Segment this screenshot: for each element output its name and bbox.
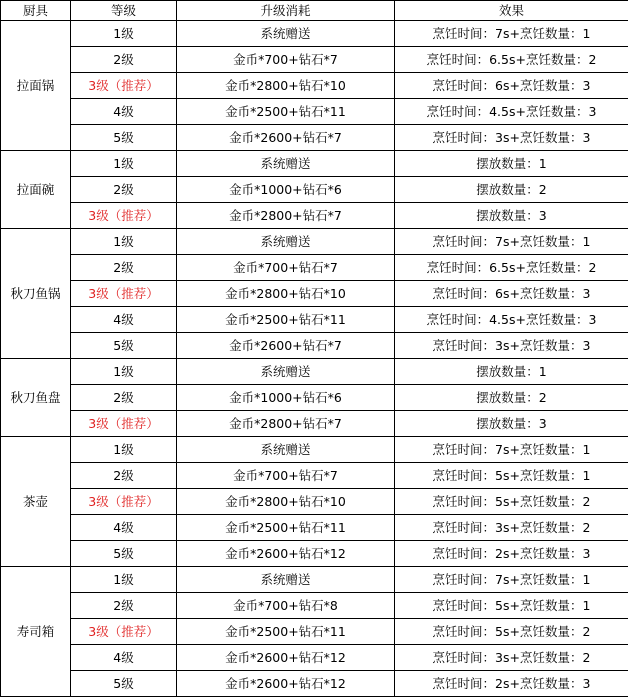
level-cell: 5级 — [71, 541, 177, 567]
cost-cell: 金币*2600+钻石*7 — [177, 125, 395, 151]
level-cell: 2级 — [71, 385, 177, 411]
level-cell: 2级 — [71, 593, 177, 619]
table-row — [1, 151, 628, 177]
effect-cell: 烹饪时间：5s+烹饪数量：2 — [395, 489, 628, 515]
table-row — [1, 125, 628, 151]
level-cell: 4级 — [71, 515, 177, 541]
table-row — [1, 411, 628, 437]
level-cell: 2级 — [71, 177, 177, 203]
table-row — [1, 333, 628, 359]
table-row — [1, 645, 628, 671]
table-row — [1, 229, 628, 255]
table-row — [1, 619, 628, 645]
level-cell: 5级 — [71, 333, 177, 359]
cost-cell: 系统赠送 — [177, 229, 395, 255]
cost-cell: 金币*700+钻石*7 — [177, 463, 395, 489]
effect-cell: 摆放数量：2 — [395, 385, 628, 411]
level-cell: 5级 — [71, 125, 177, 151]
table-row — [1, 593, 628, 619]
effect-cell: 烹饪时间：2s+烹饪数量：3 — [395, 541, 628, 567]
effect-cell: 烹饪时间：5s+烹饪数量：1 — [395, 593, 628, 619]
level-cell-recommended: 3级（推荐） — [71, 73, 177, 99]
cost-cell: 系统赠送 — [177, 437, 395, 463]
effect-cell: 烹饪时间：2s+烹饪数量：3 — [395, 671, 628, 697]
header-utensil: 厨具 — [1, 1, 71, 21]
utensil-name: 拉面碗 — [1, 151, 71, 229]
cost-cell: 金币*2600+钻石*12 — [177, 541, 395, 567]
cost-cell: 金币*700+钻石*7 — [177, 255, 395, 281]
level-cell: 1级 — [71, 21, 177, 47]
level-cell: 4级 — [71, 645, 177, 671]
utensil-name: 茶壶 — [1, 437, 71, 567]
header-level: 等级 — [71, 1, 177, 21]
table-row — [1, 463, 628, 489]
utensil-name: 寿司箱 — [1, 567, 71, 697]
effect-cell: 烹饪时间：3s+烹饪数量：2 — [395, 645, 628, 671]
level-cell: 2级 — [71, 47, 177, 73]
effect-cell: 烹饪时间：7s+烹饪数量：1 — [395, 21, 628, 47]
level-cell: 1级 — [71, 437, 177, 463]
utensil-name: 秋刀鱼盘 — [1, 359, 71, 437]
cost-cell: 金币*1000+钻石*6 — [177, 385, 395, 411]
cost-cell: 系统赠送 — [177, 21, 395, 47]
cost-cell: 系统赠送 — [177, 567, 395, 593]
header-effect: 效果 — [395, 1, 628, 21]
cost-cell: 金币*2800+钻石*10 — [177, 73, 395, 99]
effect-cell: 摆放数量：3 — [395, 411, 628, 437]
effect-cell: 烹饪时间：7s+烹饪数量：1 — [395, 229, 628, 255]
level-cell: 4级 — [71, 307, 177, 333]
table-header — [1, 1, 628, 21]
effect-cell: 烹饪时间：5s+烹饪数量：2 — [395, 619, 628, 645]
effect-cell: 摆放数量：1 — [395, 151, 628, 177]
cost-cell: 系统赠送 — [177, 359, 395, 385]
utensil-name: 秋刀鱼锅 — [1, 229, 71, 359]
cost-cell: 系统赠送 — [177, 151, 395, 177]
effect-cell: 烹饪时间：6.5s+烹饪数量：2 — [395, 255, 628, 281]
cost-cell: 金币*2600+钻石*12 — [177, 671, 395, 697]
table-row — [1, 203, 628, 229]
cost-cell: 金币*700+钻石*7 — [177, 47, 395, 73]
effect-cell: 烹饪时间：4.5s+烹饪数量：3 — [395, 99, 628, 125]
table-row — [1, 489, 628, 515]
effect-cell: 摆放数量：3 — [395, 203, 628, 229]
table-body — [1, 21, 628, 697]
cost-cell: 金币*2500+钻石*11 — [177, 619, 395, 645]
level-cell: 1级 — [71, 151, 177, 177]
level-cell: 2级 — [71, 255, 177, 281]
table-row — [1, 437, 628, 463]
cost-cell: 金币*2600+钻石*7 — [177, 333, 395, 359]
table-row — [1, 73, 628, 99]
cost-cell: 金币*2600+钻石*12 — [177, 645, 395, 671]
effect-cell: 烹饪时间：6.5s+烹饪数量：2 — [395, 47, 628, 73]
level-cell-recommended: 3级（推荐） — [71, 489, 177, 515]
level-cell-recommended: 3级（推荐） — [71, 411, 177, 437]
level-cell: 5级 — [71, 671, 177, 697]
table-row — [1, 567, 628, 593]
level-cell-recommended: 3级（推荐） — [71, 281, 177, 307]
level-cell: 1级 — [71, 359, 177, 385]
table-row — [1, 671, 628, 697]
effect-cell: 烹饪时间：3s+烹饪数量：3 — [395, 125, 628, 151]
table-row — [1, 177, 628, 203]
effect-cell: 烹饪时间：6s+烹饪数量：3 — [395, 281, 628, 307]
cost-cell: 金币*1000+钻石*6 — [177, 177, 395, 203]
effect-cell: 摆放数量：2 — [395, 177, 628, 203]
table-row — [1, 255, 628, 281]
table-row — [1, 281, 628, 307]
table-row — [1, 47, 628, 73]
table-row — [1, 359, 628, 385]
effect-cell: 烹饪时间：5s+烹饪数量：1 — [395, 463, 628, 489]
cost-cell: 金币*2800+钻石*10 — [177, 489, 395, 515]
cost-cell: 金币*2800+钻石*10 — [177, 281, 395, 307]
level-cell: 1级 — [71, 229, 177, 255]
cost-cell: 金币*2500+钻石*11 — [177, 99, 395, 125]
level-cell: 1级 — [71, 567, 177, 593]
cost-cell: 金币*2500+钻石*11 — [177, 307, 395, 333]
table-row — [1, 21, 628, 47]
level-cell-recommended: 3级（推荐） — [71, 619, 177, 645]
effect-cell: 烹饪时间：7s+烹饪数量：1 — [395, 567, 628, 593]
cost-cell: 金币*2800+钻石*7 — [177, 411, 395, 437]
level-cell: 2级 — [71, 463, 177, 489]
utensil-name: 拉面锅 — [1, 21, 71, 151]
table-row — [1, 385, 628, 411]
effect-cell: 烹饪时间：3s+烹饪数量：3 — [395, 333, 628, 359]
level-cell: 4级 — [71, 99, 177, 125]
effect-cell: 摆放数量：1 — [395, 359, 628, 385]
table-row — [1, 541, 628, 567]
effect-cell: 烹饪时间：3s+烹饪数量：2 — [395, 515, 628, 541]
effect-cell: 烹饪时间：4.5s+烹饪数量：3 — [395, 307, 628, 333]
header-row — [1, 1, 628, 21]
table-row — [1, 515, 628, 541]
table-row — [1, 99, 628, 125]
table-row — [1, 307, 628, 333]
effect-cell: 烹饪时间：7s+烹饪数量：1 — [395, 437, 628, 463]
cost-cell: 金币*2800+钻石*7 — [177, 203, 395, 229]
effect-cell: 烹饪时间：6s+烹饪数量：3 — [395, 73, 628, 99]
level-cell-recommended: 3级（推荐） — [71, 203, 177, 229]
header-cost: 升级消耗 — [177, 1, 395, 21]
cost-cell: 金币*2500+钻石*11 — [177, 515, 395, 541]
cost-cell: 金币*700+钻石*8 — [177, 593, 395, 619]
